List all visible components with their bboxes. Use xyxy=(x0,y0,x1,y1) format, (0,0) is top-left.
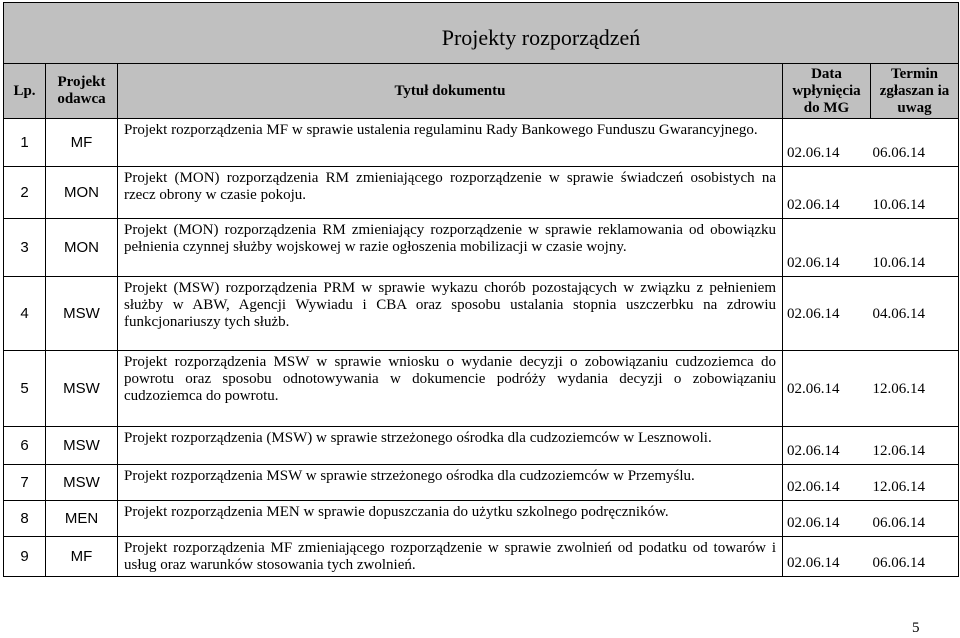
cell-termin: 12.06.14 xyxy=(871,351,959,427)
cell-tytul: Projekt rozporządzenia MSW w sprawie strzeżonego ośrodka dla cudzoziemców w Przemyślu. xyxy=(118,465,783,501)
table-row xyxy=(4,119,959,167)
table-row xyxy=(4,277,959,351)
cell-data: 02.06.14 xyxy=(783,427,871,465)
table-row xyxy=(4,167,959,219)
header-lp: Lp. xyxy=(4,64,46,119)
cell-lp: 9 xyxy=(4,537,46,577)
title-bar xyxy=(4,3,959,64)
cell-lp: 8 xyxy=(4,501,46,537)
cell-odawca: MSW xyxy=(46,465,118,501)
cell-odawca: MON xyxy=(46,167,118,219)
cell-lp: 5 xyxy=(4,351,46,427)
cell-data: 02.06.14 xyxy=(783,119,871,167)
cell-odawca: MSW xyxy=(46,277,118,351)
cell-tytul: Projekt rozporządzenia (MSW) w sprawie strzeżonego ośrodka dla cudzoziemców w Lesznowoli. xyxy=(118,427,783,465)
cell-tytul: Projekt (MSW) rozporządzenia PRM w sprawie wykazu chorób pozostających w związku z pełnieniem służby w ABW, Agencji Wywiadu i CBA oraz sposobu ustalania stopnia uszczerbku na zdrowiu funkcjonariuszy tych służb. xyxy=(118,277,783,351)
cell-termin: 06.06.14 xyxy=(871,501,959,537)
cell-odawca: MF xyxy=(46,119,118,167)
projects-table xyxy=(3,2,959,577)
cell-odawca: MF xyxy=(46,537,118,577)
cell-lp: 2 xyxy=(4,167,46,219)
cell-lp: 6 xyxy=(4,427,46,465)
cell-tytul: Projekt rozporządzenia MSW w sprawie wniosku o wydanie decyzji o zobowiązaniu cudzoziemca do powrotu oraz sposobu odnotowywania w dokumencie podróży wydania decyzji o zobowiązaniu cudzoziemca do powrotu. xyxy=(118,351,783,427)
header-odawca: Projekt odawca xyxy=(46,64,118,119)
cell-odawca: MSW xyxy=(46,351,118,427)
cell-tytul: Projekt (MON) rozporządzenia RM zmieniający rozporządzenie w sprawie reklamowania od obowiązku pełnienia czynnej służby wojskowej w razie ogłoszenia mobilizacji w czasie wojny. xyxy=(118,219,783,277)
cell-tytul: Projekt rozporządzenia MEN w sprawie dopuszczania do użytku szkolnego podręczników. xyxy=(118,501,783,537)
cell-data: 02.06.14 xyxy=(783,465,871,501)
cell-lp: 7 xyxy=(4,465,46,501)
cell-termin: 10.06.14 xyxy=(871,167,959,219)
table-row xyxy=(4,427,959,465)
header-termin: Termin zgłaszan ia uwag xyxy=(871,64,959,119)
cell-termin: 06.06.14 xyxy=(871,537,959,577)
cell-data: 02.06.14 xyxy=(783,501,871,537)
cell-tytul: Projekt (MON) rozporządzenia RM zmieniającego rozporządzenie w sprawie świadczeń osobistych na rzecz obrony w czasie pokoju. xyxy=(118,167,783,219)
table-row xyxy=(4,351,959,427)
header-row xyxy=(4,64,959,119)
cell-termin: 12.06.14 xyxy=(871,427,959,465)
cell-lp: 3 xyxy=(4,219,46,277)
cell-termin: 12.06.14 xyxy=(871,465,959,501)
cell-termin: 04.06.14 xyxy=(871,277,959,351)
cell-termin: 06.06.14 xyxy=(871,119,959,167)
cell-data: 02.06.14 xyxy=(783,277,871,351)
page-title: Projekty rozporządzeń xyxy=(441,24,641,50)
cell-termin: 10.06.14 xyxy=(871,219,959,277)
cell-data: 02.06.14 xyxy=(783,219,871,277)
cell-data: 02.06.14 xyxy=(783,167,871,219)
cell-tytul: Projekt rozporządzenia MF zmieniającego rozporządzenie w sprawie zwolnień od podatku od towarów i usług oraz warunków stosowania tych zwolnień. xyxy=(118,537,783,577)
header-tytul: Tytuł dokumentu xyxy=(118,64,783,119)
page-number: 5 xyxy=(912,620,920,636)
table-row xyxy=(4,465,959,501)
table-row xyxy=(4,219,959,277)
cell-data: 02.06.14 xyxy=(783,537,871,577)
header-data: Data wpłynięcia do MG xyxy=(783,64,871,119)
cell-odawca: MEN xyxy=(46,501,118,537)
cell-lp: 4 xyxy=(4,277,46,351)
table-row xyxy=(4,501,959,537)
cell-odawca: MSW xyxy=(46,427,118,465)
cell-odawca: MON xyxy=(46,219,118,277)
cell-tytul: Projekt rozporządzenia MF w sprawie ustalenia regulaminu Rady Bankowego Funduszu Gwarancyjnego. xyxy=(118,119,783,167)
table-row xyxy=(4,537,959,577)
cell-data: 02.06.14 xyxy=(783,351,871,427)
cell-lp: 1 xyxy=(4,119,46,167)
